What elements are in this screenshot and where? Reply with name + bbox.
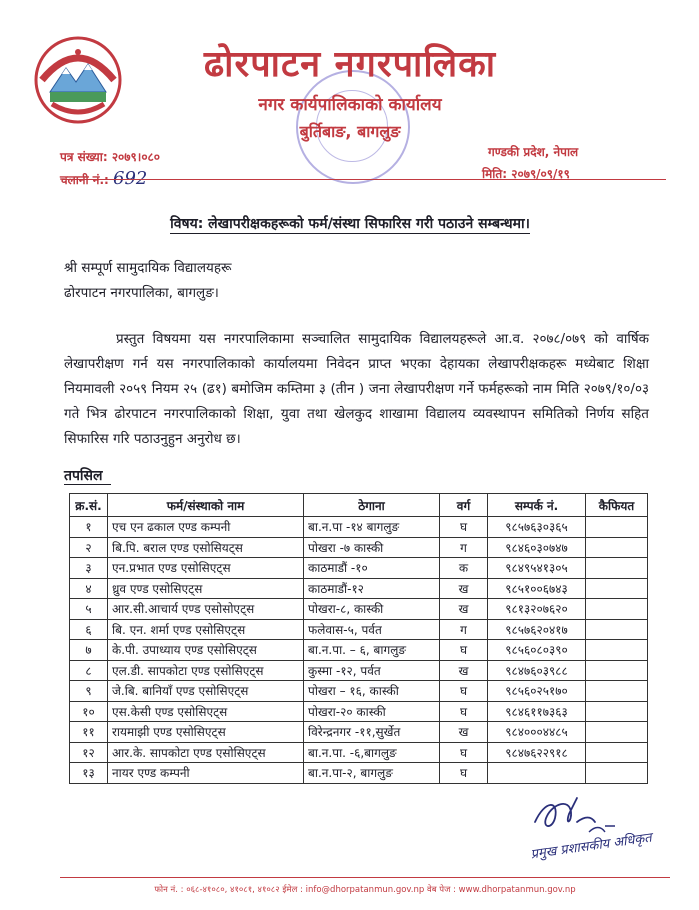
dispatch-number-value: 692 bbox=[113, 168, 148, 189]
cell-remarks bbox=[586, 578, 648, 599]
col-header-contact: सम्पर्क नं. bbox=[488, 494, 586, 517]
table-row bbox=[70, 681, 648, 702]
table-row bbox=[70, 722, 648, 743]
header-divider bbox=[62, 179, 666, 180]
cell-category: घ bbox=[440, 517, 488, 538]
cell-contact: ९८५६०२५१७० bbox=[488, 681, 586, 702]
cell-contact: ९८४६०३०७४७ bbox=[488, 537, 586, 558]
cell-firm-name: जे.बि. बानियाँ एण्ड एसोसिएट्स bbox=[108, 681, 304, 702]
table-header-row bbox=[70, 494, 648, 517]
cell-serial: ९ bbox=[70, 681, 108, 702]
dispatch-number-label: चलानी नं.: bbox=[60, 173, 109, 187]
schedule-underline bbox=[64, 484, 111, 485]
table-row bbox=[70, 558, 648, 579]
cell-remarks bbox=[586, 619, 648, 640]
table-row bbox=[70, 701, 648, 722]
cell-serial: २ bbox=[70, 537, 108, 558]
cell-serial: ११ bbox=[70, 722, 108, 743]
col-header-serial: क्र.सं. bbox=[70, 494, 108, 517]
cell-serial: १० bbox=[70, 701, 108, 722]
footer-divider bbox=[60, 877, 670, 878]
cell-serial: १ bbox=[70, 517, 108, 538]
footer-contact: फोन नं. : ०६८-४१०८०, ४१०८१, ४१०८२ ईमेल : info@dhorpatanmun.gov.np वेब पेज : www.dhorpatanmun.gov.np bbox=[154, 885, 576, 895]
letter-date-value: २०७९/०९/१९ bbox=[511, 167, 570, 181]
cell-address: पोखरा -७ कास्की bbox=[304, 537, 440, 558]
cell-category: ग bbox=[440, 619, 488, 640]
cell-address: बा.न.पा-२, बागलुङ bbox=[304, 763, 440, 784]
cell-address: बा.न.पा. – ६, बागलुङ bbox=[304, 640, 440, 661]
letter-date-label: मिति: bbox=[482, 167, 508, 181]
schedule-label: तपसिल bbox=[64, 468, 103, 484]
col-header-category: वर्ग bbox=[440, 494, 488, 517]
cell-remarks bbox=[586, 537, 648, 558]
cell-firm-name: आर.के. सापकोटा एण्ड एसोसिएट्स bbox=[108, 742, 304, 763]
cell-serial: ५ bbox=[70, 599, 108, 620]
cell-firm-name: नायर एण्ड कम्पनी bbox=[108, 763, 304, 784]
cell-remarks bbox=[586, 742, 648, 763]
cell-category: ख bbox=[440, 722, 488, 743]
cell-remarks bbox=[586, 681, 648, 702]
cell-address: पोखरा – १६, कास्की bbox=[304, 681, 440, 702]
cell-category: घ bbox=[440, 742, 488, 763]
cell-firm-name: बि.पि. बराल एण्ड एसोसियट्स bbox=[108, 537, 304, 558]
table-row bbox=[70, 517, 648, 538]
cell-contact: ९८१३२०७६२० bbox=[488, 599, 586, 620]
letter-number-value: २०७९।०८० bbox=[111, 150, 161, 164]
cell-contact: ९८५६०८०३९० bbox=[488, 640, 586, 661]
col-header-address: ठेगाना bbox=[304, 494, 440, 517]
cell-category: घ bbox=[440, 681, 488, 702]
cell-serial: ६ bbox=[70, 619, 108, 640]
cell-category: घ bbox=[440, 763, 488, 784]
cell-address: फलेवास-५, पर्वत bbox=[304, 619, 440, 640]
cell-remarks bbox=[586, 640, 648, 661]
province: गण्डकी प्रदेश, नेपाल bbox=[488, 145, 579, 159]
cell-remarks bbox=[586, 558, 648, 579]
cell-firm-name: एन.प्रभात एण्ड एसोसिएट्स bbox=[108, 558, 304, 579]
cell-remarks bbox=[586, 763, 648, 784]
letter-number bbox=[60, 148, 160, 165]
office-address: बुर्तिबाङ, बागलुङ bbox=[299, 122, 401, 141]
cell-remarks bbox=[586, 517, 648, 538]
cell-address: पोखरा-२० कास्की bbox=[304, 701, 440, 722]
cell-contact: ९८५७६२०४१७ bbox=[488, 619, 586, 640]
cell-contact: ९८४९५४१३०५ bbox=[488, 558, 586, 579]
cell-remarks bbox=[586, 599, 648, 620]
cell-serial: ८ bbox=[70, 660, 108, 681]
cell-address: बा.न.पा -१४ बागलुङ bbox=[304, 517, 440, 538]
addressee-line-1: श्री सम्पूर्ण सामुदायिक विद्यालयहरू bbox=[64, 260, 232, 276]
cell-firm-name: एल.डी. सापकोटा एण्ड एसोसिएट्स bbox=[108, 660, 304, 681]
cell-remarks bbox=[586, 660, 648, 681]
col-header-firm-name: फर्म/संस्थाको नाम bbox=[108, 494, 304, 517]
cell-serial: ४ bbox=[70, 578, 108, 599]
cell-category: ग bbox=[440, 537, 488, 558]
cell-category: ख bbox=[440, 599, 488, 620]
letter-number-label: पत्र संख्या: bbox=[60, 150, 108, 164]
table-row bbox=[70, 619, 648, 640]
cell-serial: १३ bbox=[70, 763, 108, 784]
table-row bbox=[70, 599, 648, 620]
office-subtitle: नगर कार्यपालिकाको कार्यालय bbox=[258, 95, 442, 115]
table-row bbox=[70, 640, 648, 661]
cell-contact: ९८४६११७३६३ bbox=[488, 701, 586, 722]
cell-contact bbox=[488, 763, 586, 784]
cell-contact: ९८५७६३०३६५ bbox=[488, 517, 586, 538]
cell-contact: ९८५१००६७४३ bbox=[488, 578, 586, 599]
cell-category: क bbox=[440, 558, 488, 579]
cell-firm-name: बि. एन. शर्मा एण्ड एसोसिएट्स bbox=[108, 619, 304, 640]
cell-contact: ९८४७६०३९८८ bbox=[488, 660, 586, 681]
cell-contact: ९८४०००४४८५ bbox=[488, 722, 586, 743]
cell-address: बा.न.पा. -६,बागलुङ bbox=[304, 742, 440, 763]
cell-firm-name: के.पी. उपाध्याय एण्ड एसोसिएट्स bbox=[108, 640, 304, 661]
table-row bbox=[70, 578, 648, 599]
cell-category: ख bbox=[440, 660, 488, 681]
cell-category: घ bbox=[440, 640, 488, 661]
cell-address: काठमाडौं-१२ bbox=[304, 578, 440, 599]
auditor-firms-table bbox=[69, 493, 648, 784]
table-row bbox=[70, 660, 648, 681]
cell-firm-name: आर.सी.आचार्य एण्ड एसोसोएट्स bbox=[108, 599, 304, 620]
cell-firm-name: एच एन ढकाल एण्ड कम्पनी bbox=[108, 517, 304, 538]
cell-category: ख bbox=[440, 578, 488, 599]
cell-serial: ७ bbox=[70, 640, 108, 661]
cell-serial: ३ bbox=[70, 558, 108, 579]
cell-firm-name: रायमाझी एण्ड एसोसिएट्स bbox=[108, 722, 304, 743]
addressee-line-2: ढोरपाटन नगरपालिका, बागलुङ। bbox=[64, 285, 219, 301]
cell-contact: ९८४७६२२९१८ bbox=[488, 742, 586, 763]
cell-remarks bbox=[586, 701, 648, 722]
cell-address: काठमाडौं -१० bbox=[304, 558, 440, 579]
cell-address: विरेन्द्रनगर -११,सुर्खेत bbox=[304, 722, 440, 743]
nepal-emblem-logo bbox=[32, 34, 124, 126]
table-row bbox=[70, 742, 648, 763]
cell-serial: १२ bbox=[70, 742, 108, 763]
subject-line bbox=[60, 214, 640, 233]
cell-remarks bbox=[586, 722, 648, 743]
cell-firm-name: ध्रुव एण्ड एसोसिएट्स bbox=[108, 578, 304, 599]
table-row bbox=[70, 537, 648, 558]
table-row bbox=[70, 763, 648, 784]
cell-address: कुस्मा -१२, पर्वत bbox=[304, 660, 440, 681]
subject-text: विषय: लेखापरीक्षकहरूको फर्म/संस्था सिफारिस गरी पठाउने सम्बन्धमा। bbox=[170, 216, 530, 232]
office-name: ढोरपाटन नगरपालिका bbox=[203, 44, 497, 85]
signatory-title: प्रमुख प्रशासकीय अधिकृत bbox=[529, 830, 653, 863]
cell-category: घ bbox=[440, 701, 488, 722]
cell-address: पोखरा-८, कास्की bbox=[304, 599, 440, 620]
body-paragraph: प्रस्तुत विषयमा यस नगरपालिकामा सञ्चालित सामुदायिक विद्यालयहरूले आ.व. २०७८/०७९ को वार्षिक लेखापरीक्षण गर्न यस नगरपालिकाको कार्यालयमा निवेदन प्राप्त भएका देहायका लेखापरीक्षकहरू मध्येबाट शिक्षा नियमावली २०५९ नियम २५ (ढ१) बमोजिम कम्तिमा ३ (तीन ) जना लेखापरीक्षण गर्ने फर्महरूको नाम मिति २०७९/१०/०३ गते भित्र ढोरपाटन नगरपालिकाको शिक्षा, युवा तथा खेलकुद शाखामा विद्यालय व्यवस्थापन समितिको निर्णय सहित सिफारिस गरि पठाउनुहुन अनुरोध छ। bbox=[64, 331, 649, 447]
cell-firm-name: एस.केसी एण्ड एसोसिएट्स bbox=[108, 701, 304, 722]
col-header-remarks: कैफियत bbox=[586, 494, 648, 517]
